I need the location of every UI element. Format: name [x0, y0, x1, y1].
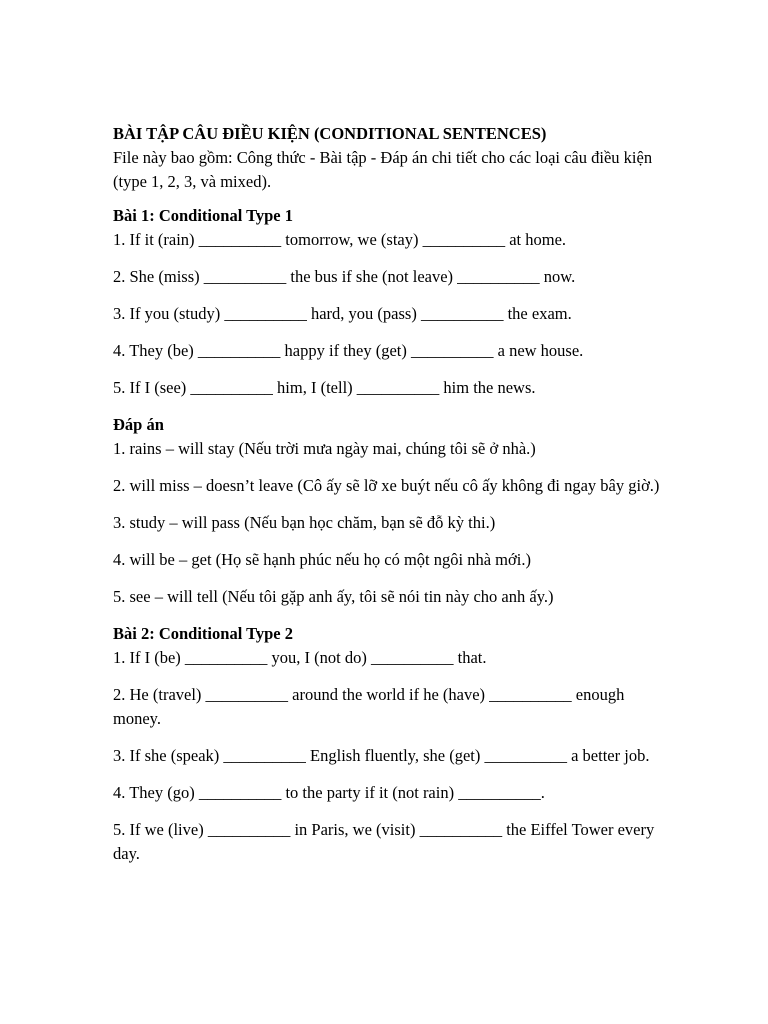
exercise-1-item: 3. If you (study) __________ hard, you (pass) __________ the exam.: [113, 304, 572, 323]
exercise-1-item: 4. They (be) __________ happy if they (get) __________ a new house.: [113, 341, 584, 360]
exercise-2-heading: Bài 2: Conditional Type 2: [113, 624, 294, 643]
exercise-2-item: 5. If we (live) __________ in Paris, we (visit) __________ the Eiffel Tower every day.: [113, 820, 655, 863]
document-intro: File này bao gồm: Công thức - Bài tập - Đáp án chi tiết cho các loại câu điều kiện (type 1, 2, 3, và mixed).: [113, 148, 653, 191]
exercise-2-item: 3. If she (speak) __________ English fluently, she (get) __________ a better job.: [113, 746, 650, 765]
exercise-2-item: 1. If I (be) __________ you, I (not do) __________ that.: [113, 648, 487, 667]
exercise-1-heading: Bài 1: Conditional Type 1: [113, 206, 294, 225]
exercise-2-item: 2. He (travel) __________ around the world if he (have) __________ enough money.: [113, 685, 625, 728]
answers-1-heading: Đáp án: [113, 415, 164, 434]
exercise-1-item: 2. She (miss) __________ the bus if she (not leave) __________ now.: [113, 267, 576, 286]
exercise-1-item: 5. If I (see) __________ him, I (tell) __________ him the news.: [113, 378, 536, 397]
answer-1-item: 2. will miss – doesn’t leave (Cô ấy sẽ lỡ xe buýt nếu cô ấy không đi ngay bây giờ.): [113, 476, 660, 495]
exercise-1-item: 1. If it (rain) __________ tomorrow, we (stay) __________ at home.: [113, 230, 567, 249]
document-page: [113, 122, 673, 879]
answer-1-item: 1. rains – will stay (Nếu trời mưa ngày mai, chúng tôi sẽ ở nhà.): [113, 439, 536, 458]
exercise-2-item: 4. They (go) __________ to the party if it (not rain) __________.: [113, 783, 545, 802]
answer-1-item: 5. see – will tell (Nếu tôi gặp anh ấy, tôi sẽ nói tin này cho anh ấy.): [113, 587, 554, 606]
document-title: BÀI TẬP CÂU ĐIỀU KIỆN (CONDITIONAL SENTENCES): [113, 124, 547, 143]
answer-1-item: 3. study – will pass (Nếu bạn học chăm, bạn sẽ đỗ kỳ thi.): [113, 513, 496, 532]
answer-1-item: 4. will be – get (Họ sẽ hạnh phúc nếu họ có một ngôi nhà mới.): [113, 550, 531, 569]
